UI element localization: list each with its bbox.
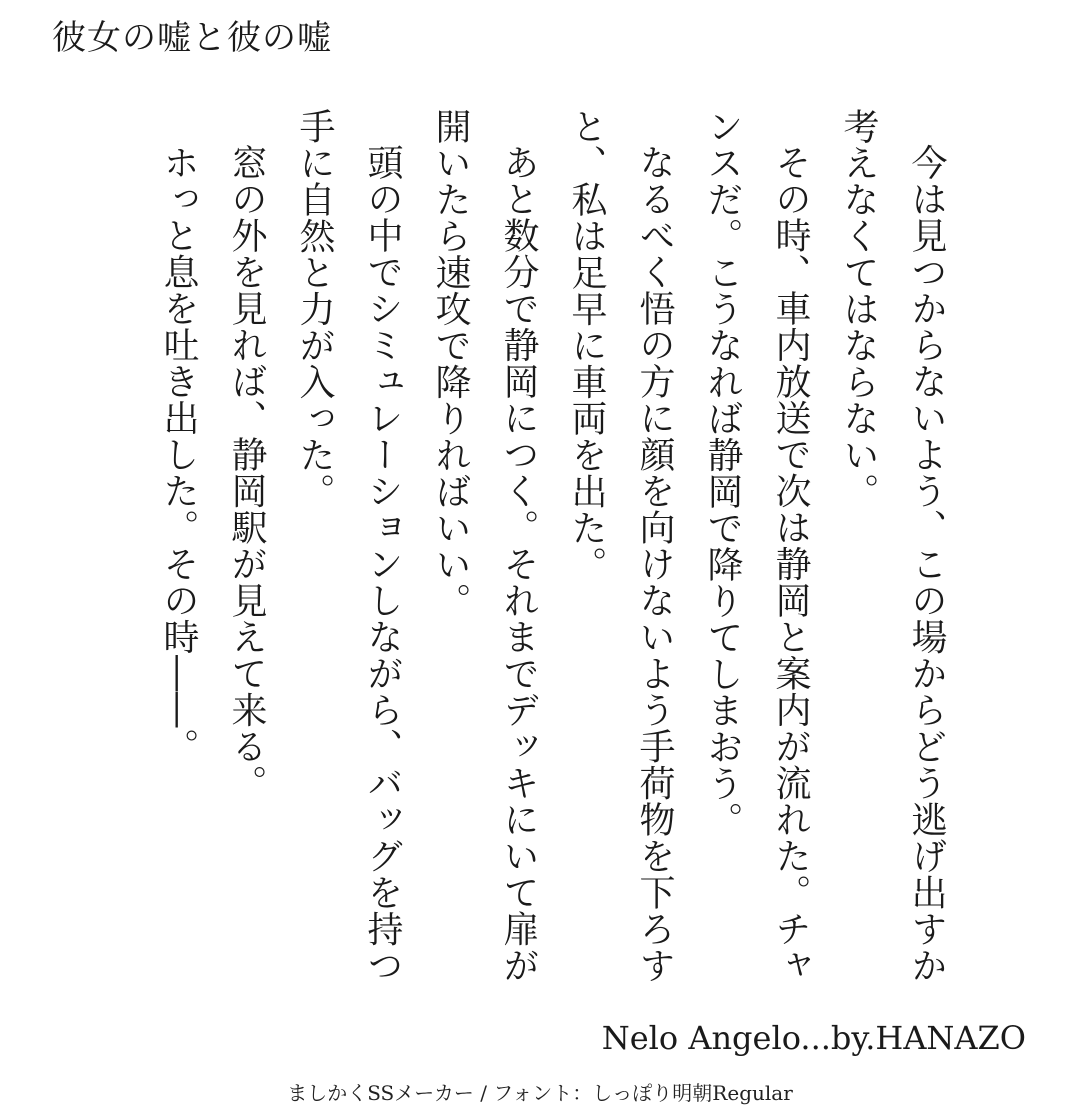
footer-credit: ましかくSSメーカー / フォント：しっぽり明朝Regular — [287, 1081, 793, 1105]
story-body — [144, 108, 960, 1008]
paragraph: その時、車内放送で次は静岡と案内が流れた。チャンスだ。こうなれば静岡で降りてしまおう。 — [702, 108, 811, 984]
story-title: 彼女の嘘と彼の嘘 — [52, 18, 332, 58]
paragraph: 頭の中でシミュレーションしながら、バッグを持つ手に自然と力が入った。 — [294, 108, 403, 984]
paragraph: あと数分で静岡につく。それまでデッキにいて扉が開いたら速攻で降りればいい。 — [430, 108, 539, 984]
paragraph: 窓の外を見れば、静岡駅が見えて来る。 — [226, 144, 267, 801]
paragraph: なるべく悟の方に顔を向けないよう手荷物を下ろすと、私は足早に車両を出た。 — [566, 108, 675, 984]
paragraph: ホっと息を吐き出した。その時――。 — [158, 144, 199, 765]
paragraph: 今は見つからないよう、この場からどう逃げ出すか考えなくてはならない。 — [838, 108, 947, 984]
author-credit: Nelo Angelo...by.HANAZO — [601, 1019, 1026, 1057]
